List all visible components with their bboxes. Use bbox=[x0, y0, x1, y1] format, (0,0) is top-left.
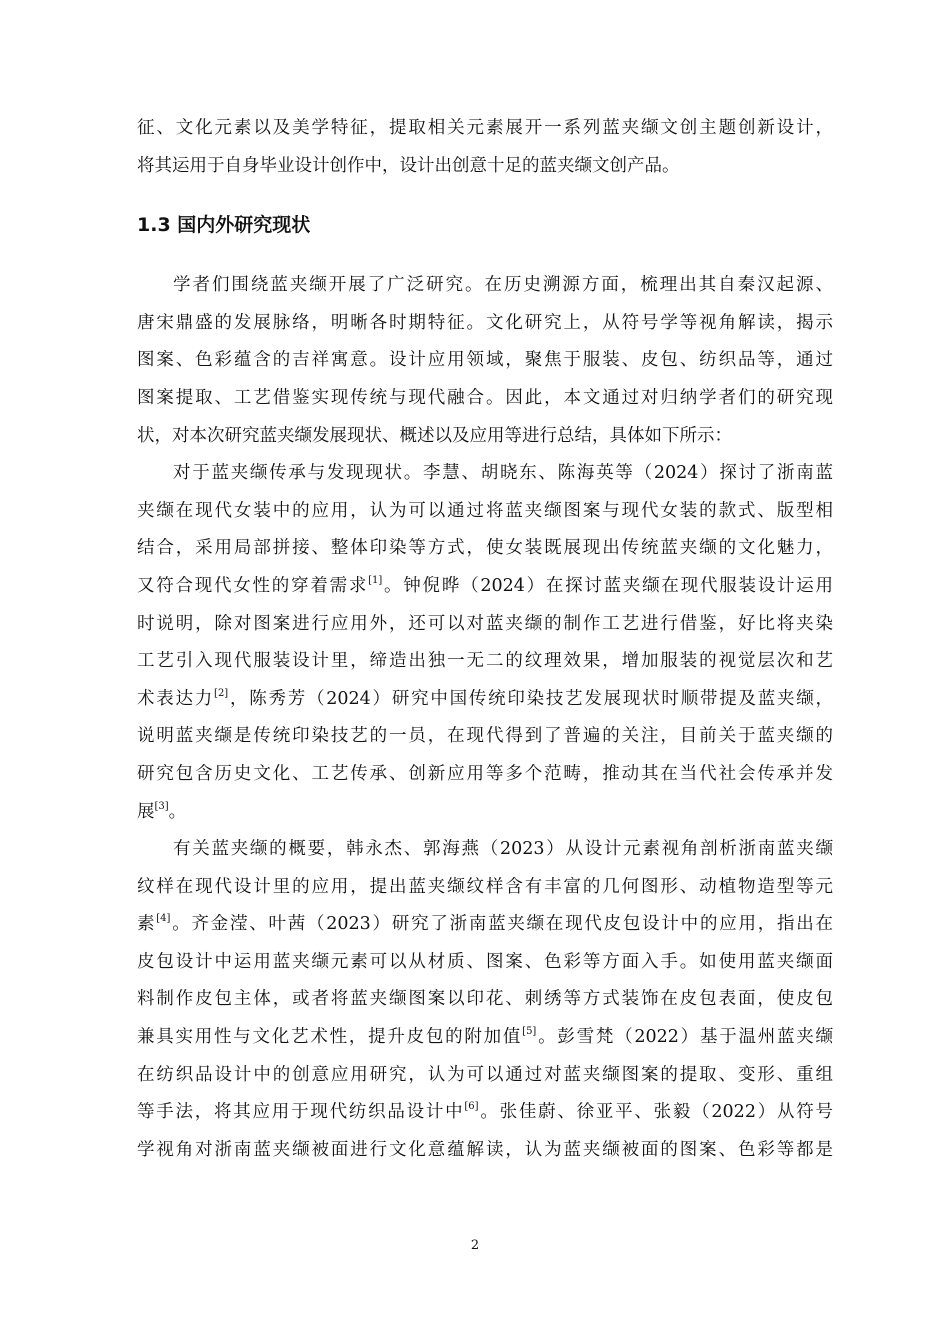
text-run: 展 bbox=[137, 801, 155, 822]
text-line bbox=[137, 681, 833, 719]
text-line: 对于蓝夹缬传承与发现现状。李慧、胡晓东、陈海英等（2024）探讨了浙南蓝 bbox=[173, 463, 833, 484]
text-run: 兼具实用性与文化艺术性，提升皮包的附加值 bbox=[137, 1027, 523, 1048]
text-line: 研究包含历史文化、工艺传承、创新应用等多个范畴，推动其在当代社会传承并发 bbox=[137, 763, 833, 784]
text-line: 在纺织品设计中的创意应用研究，认为可以通过对蓝夹缬图案的提取、变形、重组 bbox=[137, 1064, 833, 1085]
text-line: 皮包设计中运用蓝夹缬元素可以从材质、图案、色彩等方面入手。如使用蓝夹缬面 bbox=[137, 951, 833, 972]
text-line: 有关蓝夹缬的概要，韩永杰、郭海燕（2023）从设计元素视角剖析浙南蓝夹缬 bbox=[173, 839, 833, 860]
text-run: 又符合现代女性的穿着需求 bbox=[137, 575, 369, 596]
text-line: 说明蓝夹缬是传统印染技艺的一员，在现代得到了普遍的关注，目前关于蓝夹缬的 bbox=[137, 726, 833, 747]
text-line: 工艺引入现代服装设计里，缔造出独一无二的纹理效果，增加服装的视觉层次和艺 bbox=[137, 651, 833, 672]
citation-ref: [5] bbox=[522, 1026, 537, 1038]
text-run: 。齐金滢、叶茜（2023）研究了浙南蓝夹缬在现代皮包设计中的应用，指出在 bbox=[170, 914, 833, 935]
citation-ref: [1] bbox=[368, 574, 383, 586]
text-line: 纹样在现代设计里的应用，提出蓝夹缬纹样含有丰富的几何图形、动植物造型等元 bbox=[137, 876, 833, 897]
text-line bbox=[137, 906, 833, 944]
text-line: 学视角对浙南蓝夹缬被面进行文化意蕴解读，认为蓝夹缬被面的图案、色彩等都是 bbox=[137, 1139, 833, 1160]
text-run: 术表达力 bbox=[137, 688, 215, 709]
text-run: 。彭雪梵（2022）基于温州蓝夹缬 bbox=[536, 1027, 833, 1048]
text-line: 状，对本次研究蓝夹缬发展现状、概述以及应用等进行总结，具体如下所示： bbox=[137, 425, 732, 446]
text-line: 夹缬在现代女装中的应用，认为可以通过将蓝夹缬图案与现代女装的款式、版型相 bbox=[137, 500, 833, 521]
text-run: 。张佳蔚、徐亚平、张毅（2022）从符号 bbox=[478, 1102, 833, 1123]
text-line: 结合，采用局部拼接、整体印染等方式，使女装既展现出传统蓝夹缬的文化魅力， bbox=[137, 538, 833, 559]
section-heading: 1.3 国内外研究现状 bbox=[137, 214, 311, 237]
text-line: 将其运用于自身毕业设计创作中，设计出创意十足的蓝夹缬文创产品。 bbox=[137, 155, 680, 176]
text-line: 时说明，除对图案进行应用外，还可以对蓝夹缬的制作工艺进行借鉴，好比将夹染 bbox=[137, 613, 833, 634]
text-line bbox=[137, 794, 833, 832]
text-run: 。 bbox=[168, 801, 187, 822]
page-number: 2 bbox=[470, 1238, 480, 1253]
text-line: 图案、色彩蕴含的吉祥寓意。设计应用领域，聚焦于服装、皮包、纺织品等，通过 bbox=[137, 350, 833, 371]
text-run: 。钟倪晔（2024）在探讨蓝夹缬在现代服装设计运用 bbox=[382, 575, 833, 596]
text-run: 等手法，将其应用于现代纺织品设计中 bbox=[137, 1102, 465, 1123]
citation-ref: [2] bbox=[214, 687, 229, 699]
text-line: 唐宋鼎盛的发展脉络，明晰各时期特征。文化研究上，从符号学等视角解读，揭示 bbox=[137, 312, 833, 333]
text-line: 料制作皮包主体，或者将蓝夹缬图案以印花、刺绣等方式装饰在皮包表面，使皮包 bbox=[137, 989, 833, 1010]
text-run: ，陈秀芳（2024）研究中国传统印染技艺发展现状时顺带提及蓝夹缬， bbox=[228, 688, 833, 709]
citation-ref: [6] bbox=[464, 1101, 479, 1113]
text-line: 图案提取、工艺借鉴实现传统与现代融合。因此，本文通过对归纳学者们的研究现 bbox=[137, 387, 833, 408]
citation-ref: [3] bbox=[154, 800, 169, 812]
citation-ref: [4] bbox=[156, 913, 171, 925]
text-line bbox=[137, 1019, 833, 1057]
body-text bbox=[137, 110, 833, 1169]
text-line: 征、文化元素以及美学特征，提取相关元素展开一系列蓝夹缬文创主题创新设计， bbox=[137, 118, 833, 138]
text-line bbox=[137, 568, 833, 606]
text-line: 学者们围绕蓝夹缬开展了广泛研究。在历史溯源方面，梳理出其自秦汉起源、 bbox=[173, 275, 833, 296]
text-line bbox=[137, 1094, 833, 1132]
text-run: 素 bbox=[137, 914, 157, 935]
